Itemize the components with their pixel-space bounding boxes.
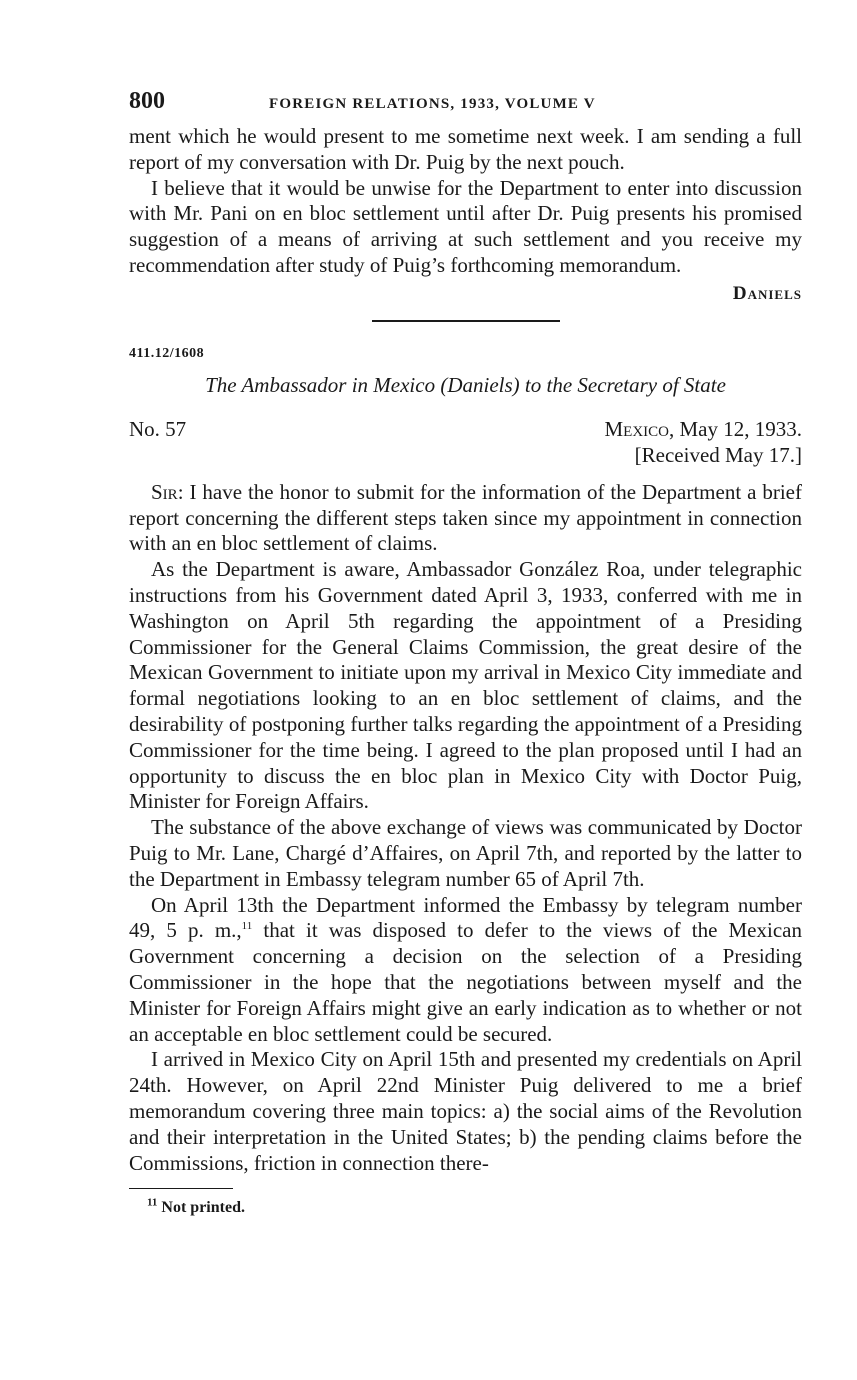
received-date: [Received May 17.] [634, 442, 802, 467]
document-page [129, 88, 802, 1217]
body-paragraph-4-start: On April 13th the Department informed the Embassy by telegram number 49, 5 p. m., [129, 892, 802, 943]
page-header [129, 88, 802, 124]
body-paragraph-5: I arrived in Mexico City on April 15th and presented my credentials on April 24th. However, on April 22nd Minister Puig delivered to me a brief memorandum covering three main topics: a) the social aims of the Revolution and their interpretation in the United States; b) the pending claims before the Commissions, friction in connection there- [129, 1047, 802, 1175]
continuation-paragraph-2: I believe that it would be unwise for the Department to enter into discussion with Mr. Pani on en bloc settlement until after Dr. Puig presents his promised suggestion of a means of arriving at such settlement and you receive my recommendation after study of Puig’s forthcoming memorandum. [129, 175, 802, 277]
dateline [129, 416, 802, 442]
footnote-divider [129, 1188, 233, 1189]
body-paragraph-3: The substance of the above exchange of views was communicated by Doctor Puig to Mr. Lane, Chargé d’Affaires, on April 7th, and reported by the latter to the Department in Embassy telegram number 65 of April 7th. [129, 815, 802, 891]
footnote-reference: 11 [241, 920, 253, 933]
footnote-text: Not printed. [157, 1199, 245, 1217]
section-divider [372, 320, 560, 322]
body-paragraph-4 [129, 893, 802, 1048]
date: , May 12, 1933. [669, 416, 802, 441]
footnote [147, 1196, 802, 1217]
body-paragraph-1-text: : I have the honor to submit for the information of the Department a brief report concerning the different steps taken since my appointment in connection with an en bloc settlement of claims. [129, 479, 802, 556]
place-date [605, 416, 803, 442]
place: Mexico [604, 416, 669, 441]
document-title: The Ambassador in Mexico (Daniels) to the Secretary of State [205, 372, 726, 397]
running-head: FOREIGN RELATIONS, 1933, VOLUME V [269, 96, 596, 112]
body-paragraph-1 [129, 480, 802, 557]
file-number: 411.12/1608 [129, 345, 205, 361]
salutation: Sir [151, 479, 178, 504]
signature: Daniels [732, 282, 802, 304]
body-paragraph-4-end: that it was disposed to defer to the views of the Mexican Government concerning a decision on the selection of a Presiding Commissioner in the hope that the negotiations between myself and the Minister for Foreign Affairs might give an early indication as to whether or not an acceptable en bloc settlement could be secured. [129, 918, 802, 1046]
body-paragraph-2: As the Department is aware, Ambassador González Roa, under telegraphic instructions from his Government dated April 3, 1933, conferred with me in Washington on April 5th regarding the appointment of a Presiding Commissioner for the General Claims Commission, the great desire of the Mexican Government to initiate upon my arrival in Mexico City immediate and formal negotiations looking to an en bloc settlement of claims, and the desirability of postponing further talks regarding the appointment of a Presiding Commissioner for the time being. I agreed to the plan proposed until I had an opportunity to discuss the en bloc plan in Mexico City with Doctor Puig, Minister for Foreign Affairs. [129, 557, 802, 814]
continuation-paragraph-1: ment which he would present to me sometime next week. I am sending a full report of my conversation with Dr. Puig by the next pouch. [129, 124, 802, 174]
document-number: No. 57 [129, 416, 187, 441]
footnote-marker: 11 [147, 1196, 158, 1209]
page-number: 800 [129, 88, 165, 114]
